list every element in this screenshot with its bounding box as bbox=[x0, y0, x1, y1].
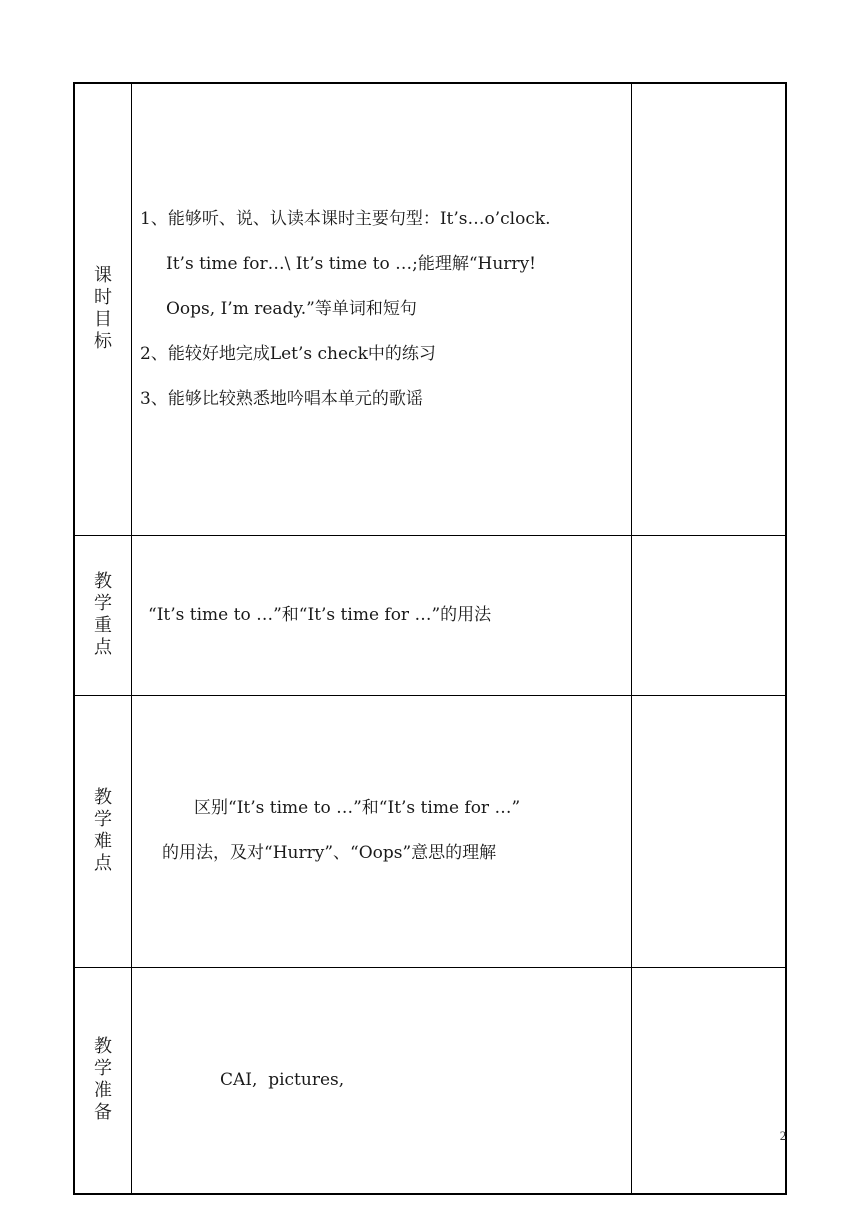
key-points bbox=[132, 593, 631, 638]
content-line: “It’s time to …”和“It’s time for …”的用法 bbox=[148, 604, 492, 625]
content-cell bbox=[132, 695, 632, 967]
content-cell bbox=[132, 535, 632, 695]
table-row bbox=[74, 695, 786, 967]
lesson-plan-table bbox=[73, 82, 787, 1195]
difficult-points bbox=[132, 786, 631, 876]
row-label: 教学重点 bbox=[94, 571, 112, 658]
content-line: 区别“It’s time to …”和“It’s time for …” bbox=[194, 798, 521, 818]
table-row bbox=[74, 83, 786, 535]
table-row bbox=[74, 535, 786, 695]
row-label-cell bbox=[74, 535, 132, 695]
content-line: 3、能够比较熟悉地吟唱本单元的歌谣 bbox=[140, 388, 423, 409]
row-label-cell bbox=[74, 83, 132, 535]
page-number: 2 bbox=[779, 1128, 787, 1143]
notes-cell bbox=[632, 695, 787, 967]
row-label: 教学准备 bbox=[94, 1036, 112, 1123]
notes-cell bbox=[632, 83, 787, 535]
content-line: It’s time for…\ It’s time to …;能理解“Hurry! bbox=[166, 253, 536, 274]
teaching-preparation bbox=[132, 968, 631, 1193]
content-line: CAI, pictures, bbox=[220, 1069, 345, 1090]
row-label-cell bbox=[74, 967, 132, 1194]
content-line: 2、能较好地完成Let’s check中的练习 bbox=[140, 343, 436, 364]
content-cell bbox=[132, 83, 632, 535]
row-label: 课时目标 bbox=[94, 265, 112, 353]
content-line: Oops, I’m ready.”等单词和短句 bbox=[166, 298, 417, 319]
table-row bbox=[74, 967, 786, 1194]
lesson-objectives bbox=[132, 197, 631, 422]
row-label-cell bbox=[74, 695, 132, 967]
notes-cell bbox=[632, 535, 787, 695]
row-label: 教学难点 bbox=[94, 787, 112, 874]
notes-cell bbox=[632, 967, 787, 1194]
content-line: 1、能够听、说、认读本课时主要句型：It’s…o’clock. bbox=[140, 208, 551, 229]
content-cell bbox=[132, 967, 632, 1194]
content-line: 的用法，及对“Hurry”、“Oops”意思的理解 bbox=[162, 843, 497, 863]
